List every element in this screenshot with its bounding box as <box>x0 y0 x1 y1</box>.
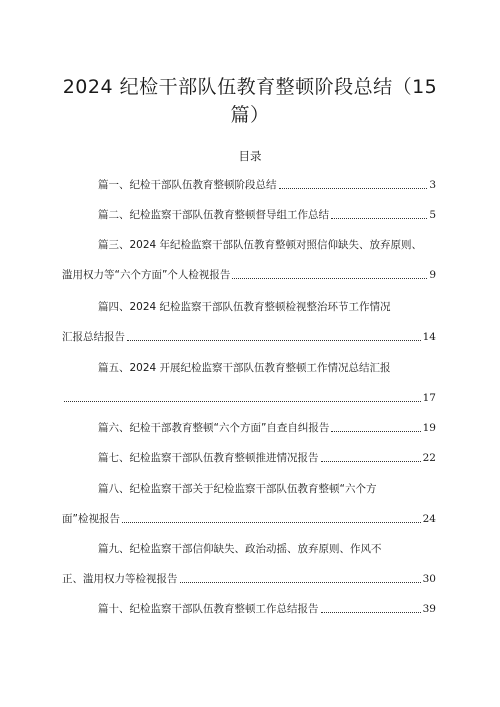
toc-leader-dots <box>180 582 421 583</box>
toc-entry-6[interactable] <box>62 419 436 435</box>
toc-leader-dots <box>64 401 421 402</box>
toc-page-number: 9 <box>429 269 436 281</box>
toc-entry-8-line-2[interactable] <box>62 510 436 526</box>
toc-page-number: 30 <box>422 573 436 585</box>
toc-entry-5-line-1[interactable] <box>62 359 436 375</box>
toc-entry-label-cont: 面”检视报告 <box>62 513 120 525</box>
toc-page-number: 24 <box>422 513 436 525</box>
toc-entry-label: 篇五、2024 开展纪检监察干部队伍教育整顿工作情况总结汇报 <box>98 362 391 374</box>
toc-entry-label: 篇一、纪检干部队伍教育整顿阶段总结 <box>98 179 277 191</box>
toc-entry-label-cont: 滥用权力等“六个方面”个人检视报告 <box>62 269 231 281</box>
toc-page-number: 3 <box>429 179 436 191</box>
toc-entry-1[interactable] <box>62 176 436 192</box>
toc-entry-label-cont: 正、滥用权力等检视报告 <box>62 573 178 585</box>
toc-entry-4-line-1[interactable] <box>62 298 436 314</box>
toc-entry-9-line-1[interactable] <box>62 540 436 556</box>
toc-leader-dots <box>279 188 428 189</box>
toc-entry-8-line-1[interactable] <box>62 480 436 496</box>
toc-entry-label: 篇十、纪检监察干部队伍教育整顿工作总结报告 <box>98 603 319 615</box>
toc-entry-label: 篇三、2024 年纪检监察干部队伍教育整顿对照信仰缺失、放弃原则、 <box>98 239 423 251</box>
toc-entry-10[interactable] <box>62 600 436 616</box>
toc-entry-label: 篇四、2024 纪检监察干部队伍教育整顿检视整治环节工作情况 <box>98 301 391 313</box>
toc-leader-dots <box>127 340 421 341</box>
toc-page-number: 39 <box>422 603 436 615</box>
toc-leader-dots <box>232 278 427 279</box>
document-title-line-2: 篇） <box>230 104 270 126</box>
toc-leader-dots <box>331 431 420 432</box>
toc-leader-dots <box>321 461 421 462</box>
toc-entry-4-line-2[interactable] <box>62 328 436 344</box>
toc-entry-3-line-1[interactable] <box>62 236 436 252</box>
toc-entry-9-line-2[interactable] <box>62 570 436 586</box>
toc-entry-7[interactable] <box>62 449 436 465</box>
toc-entry-label: 篇七、纪检监察干部队伍教育整顿推进情况报告 <box>98 452 319 464</box>
toc-entry-3-line-2[interactable] <box>62 266 436 282</box>
toc-entry-label: 篇九、纪检监察干部信仰缺失、政治动摇、放弃原则、作风不 <box>98 543 382 555</box>
toc-entry-label: 篇八、纪检监察干部关于纪检监察干部队伍教育整顿“六个方 <box>98 483 377 495</box>
toc-page-number: 22 <box>422 452 436 464</box>
toc-entry-5-line-2[interactable] <box>62 389 436 405</box>
toc-heading: 目录 <box>238 149 262 163</box>
toc-entry-2[interactable] <box>62 206 436 222</box>
toc-page-number: 14 <box>422 331 436 343</box>
toc-leader-dots <box>321 612 421 613</box>
toc-page-number: 5 <box>429 209 436 221</box>
toc-entry-label-cont: 汇报总结报告 <box>62 331 125 343</box>
toc-entry-label: 篇二、纪检监察干部队伍教育整顿督导组工作总结 <box>98 209 329 221</box>
toc-page-number: 19 <box>422 422 436 434</box>
toc-leader-dots <box>122 522 421 523</box>
toc-entry-label: 篇六、纪检干部教育整顿“六个方面”自查自纠报告 <box>98 422 330 434</box>
toc-page-number: 17 <box>422 392 436 404</box>
document-title-line-1: 2024 纪检干部队伍教育整顿阶段总结（15 <box>62 76 438 98</box>
toc-leader-dots <box>331 218 427 219</box>
